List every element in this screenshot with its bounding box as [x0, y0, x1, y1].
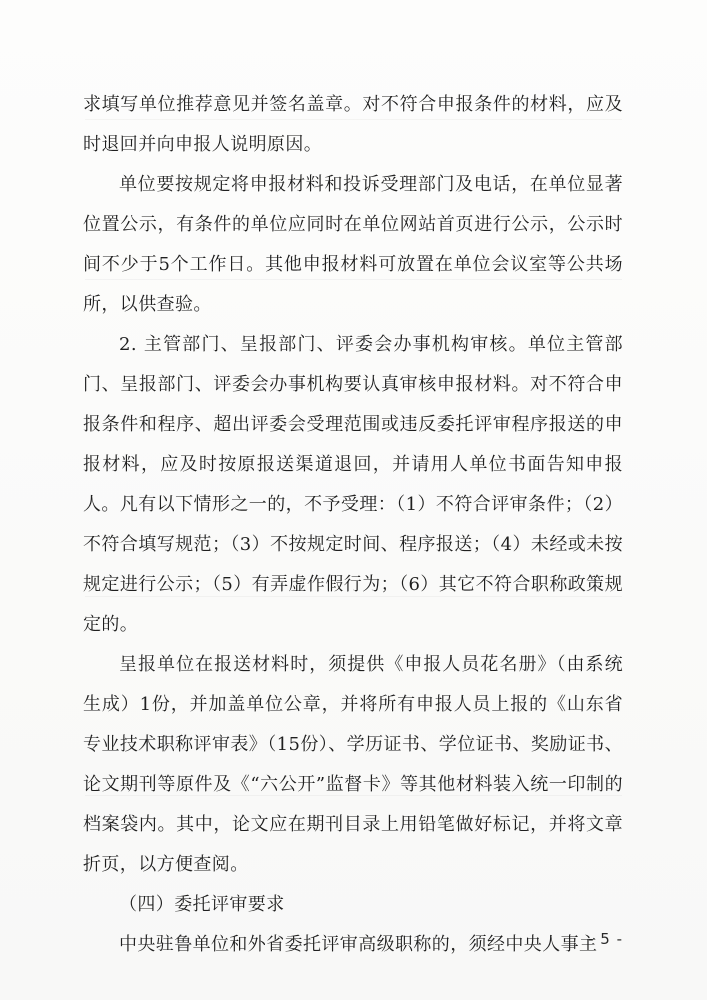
- paragraph-continuation: 求填写单位推荐意见并签名盖章。对不符合申报条件的材料，应及时退回并向申报人说明原因。: [83, 94, 623, 155]
- paragraph-submission-materials: 呈报单位在报送材料时，须提供《申报人员花名册》（由系统生成）1份，并加盖单位公章，并将所有申报人员上报的《山东省专业技术职称评审表》（15份）、学历证书、学位证书、奖励证书、论文期刊等原件及《“六公开”监督卡》等其他材料装入统一印制的档案袋内。其中，论文应在期刊目录上用铅笔做好标记，并将文章折页，以方便查阅。: [83, 654, 623, 875]
- document-text: [83, 85, 623, 965]
- section-heading-commissioned-review: （四）委托评审要求: [119, 894, 285, 915]
- paragraph-review-departments: 2. 主管部门、呈报部门、评委会办事机构审核。单位主管部门、呈报部门、评委会办事机构要认真审核申报材料。对不符合申报条件和程序、超出评委会受理范围或违反委托评审程序报送的申报材料，应及时按原报送渠道退回，并请用人单位书面告知申报人。凡有以下情形之一的，不予受理：（1）不符合评审条件；（2）不符合填写规范；（3）不按规定时间、程序报送；（4）未经或未按规定进行公示；（5）有弄虚作假行为；（6）其它不符合职称政策规定的。: [83, 334, 623, 635]
- page-footer: [588, 930, 623, 948]
- paragraph-public-notice: 单位要按规定将申报材料和投诉受理部门及电话，在单位显著位置公示，有条件的单位应同时在单位网站首页进行公示，公示时间不少于5个工作日。其他申报材料可放置在单位会议室等公共场所，以供查验。: [83, 174, 623, 315]
- paragraph-central-units: 中央驻鲁单位和外省委托评审高级职称的，须经中央人事主: [119, 934, 598, 955]
- page-number: - 5 -: [588, 930, 623, 948]
